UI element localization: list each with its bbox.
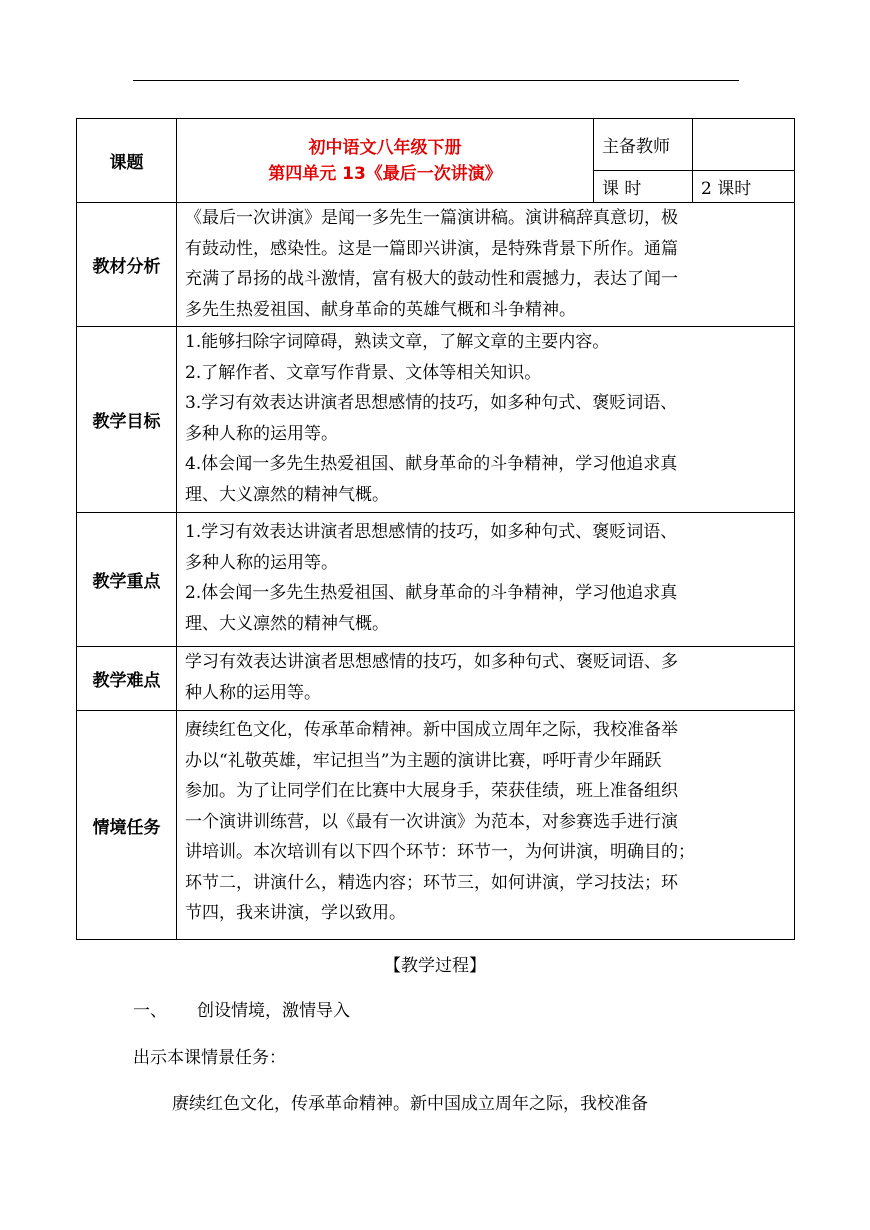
content-line: 1.学习有效表达讲演者思想感情的技巧，如多种句式、褒贬词语、 — [185, 522, 678, 542]
step1-heading — [133, 996, 350, 1021]
periods-label: 课 时 — [594, 171, 693, 203]
content-line: 多先生热爱祖国、献身革命的英雄气概和斗争精神。 — [185, 299, 576, 320]
teaching-process-heading: 【教学过程】 — [384, 956, 486, 976]
periods-value: 2 课时 — [693, 171, 795, 203]
row-label: 教学重点 — [77, 513, 177, 647]
lead-teacher-value — [693, 119, 795, 171]
content-line: 多种人称的运用等。 — [185, 552, 338, 573]
content-line: 充满了昂扬的战斗激情，富有极大的鼓动性和震撼力，表达了闻一 — [185, 269, 678, 289]
row-label: 教材分析 — [77, 203, 177, 327]
content-line: 节四，我来讲演，学以致用。 — [185, 903, 406, 923]
lesson-title-line1: 初中语文八年级下册 — [308, 137, 462, 158]
task-intro: 出示本课情景任务： — [133, 1048, 286, 1068]
content-line: 2.了解作者、文章写作背景、文体等相关知识。 — [185, 362, 542, 383]
content-line: 1.能够扫除字词障碍，熟读文章，了解文章的主要内容。 — [185, 332, 610, 352]
header-rule — [133, 80, 739, 81]
content-line: 讲培训。本次培训有以下四个环节：环节一，为何讲演，明确目的； — [185, 842, 695, 862]
row-content — [177, 513, 795, 647]
row-content — [177, 327, 795, 513]
lesson-plan-table — [76, 118, 795, 940]
content-line: 学习有效表达讲演者思想感情的技巧，如多种句式、褒贬词语、多 — [185, 652, 678, 672]
content-line: 多种人称的运用等。 — [185, 423, 338, 444]
lead-teacher-label: 主备教师 — [594, 119, 693, 171]
row-label: 教学难点 — [77, 647, 177, 711]
content-line: 4.体会闻一多先生热爱祖国、献身革命的斗争精神，学习他追求真 — [185, 454, 678, 474]
content-line: 理、大义凛然的精神气概。 — [185, 613, 389, 634]
row-content — [177, 203, 795, 327]
step1-number: 一、 — [133, 1001, 167, 1021]
content-line: 种人称的运用等。 — [185, 682, 321, 703]
content-line: 理、大义凛然的精神气概。 — [185, 484, 389, 505]
row-situational-task — [77, 711, 795, 940]
row-label: 情境任务 — [77, 711, 177, 940]
row-teaching-focus — [77, 513, 795, 647]
task-text: 赓续红色文化，传承革命精神。新中国成立周年之际，我校准备 — [172, 1094, 648, 1114]
row-content — [177, 647, 795, 711]
row-teaching-objectives — [77, 327, 795, 513]
content-line: 3.学习有效表达讲演者思想感情的技巧，如多种句式、褒贬词语、 — [185, 393, 678, 413]
subject-label: 课题 — [77, 119, 177, 203]
row-materials-analysis — [77, 203, 795, 327]
row-content — [177, 711, 795, 940]
content-line: 参加。为了让同学们在比赛中大展身手，荣获佳绩，班上准备组织 — [185, 781, 678, 801]
header-row — [77, 119, 795, 171]
step1-title: 创设情境，激情导入 — [197, 1001, 350, 1021]
row-label: 教学目标 — [77, 327, 177, 513]
content-line: 赓续红色文化，传承革命精神。新中国成立周年之际，我校准备举 — [185, 720, 678, 740]
lesson-title-line2: 第四单元 13《最后一次讲演》 — [268, 163, 502, 184]
content-line: 2.体会闻一多先生热爱祖国、献身革命的斗争精神，学习他追求真 — [185, 583, 678, 603]
lesson-title — [177, 119, 594, 203]
content-line: 环节二，讲演什么，精选内容；环节三，如何讲演，学习技法；环 — [185, 872, 678, 893]
content-line: 一个演讲训练营，以《最有一次讲演》为范本，对参赛选手进行演 — [185, 811, 678, 832]
content-line: 办以“礼敬英雄，牢记担当”为主题的演讲比赛，呼吁青少年踊跃 — [185, 750, 662, 771]
row-teaching-difficulty — [77, 647, 795, 711]
content-line: 《最后一次讲演》是闻一多先生一篇演讲稿。演讲稿辞真意切，极 — [185, 208, 678, 228]
content-line: 有鼓动性，感染性。这是一篇即兴讲演，是特殊背景下所作。通篇 — [185, 238, 678, 259]
